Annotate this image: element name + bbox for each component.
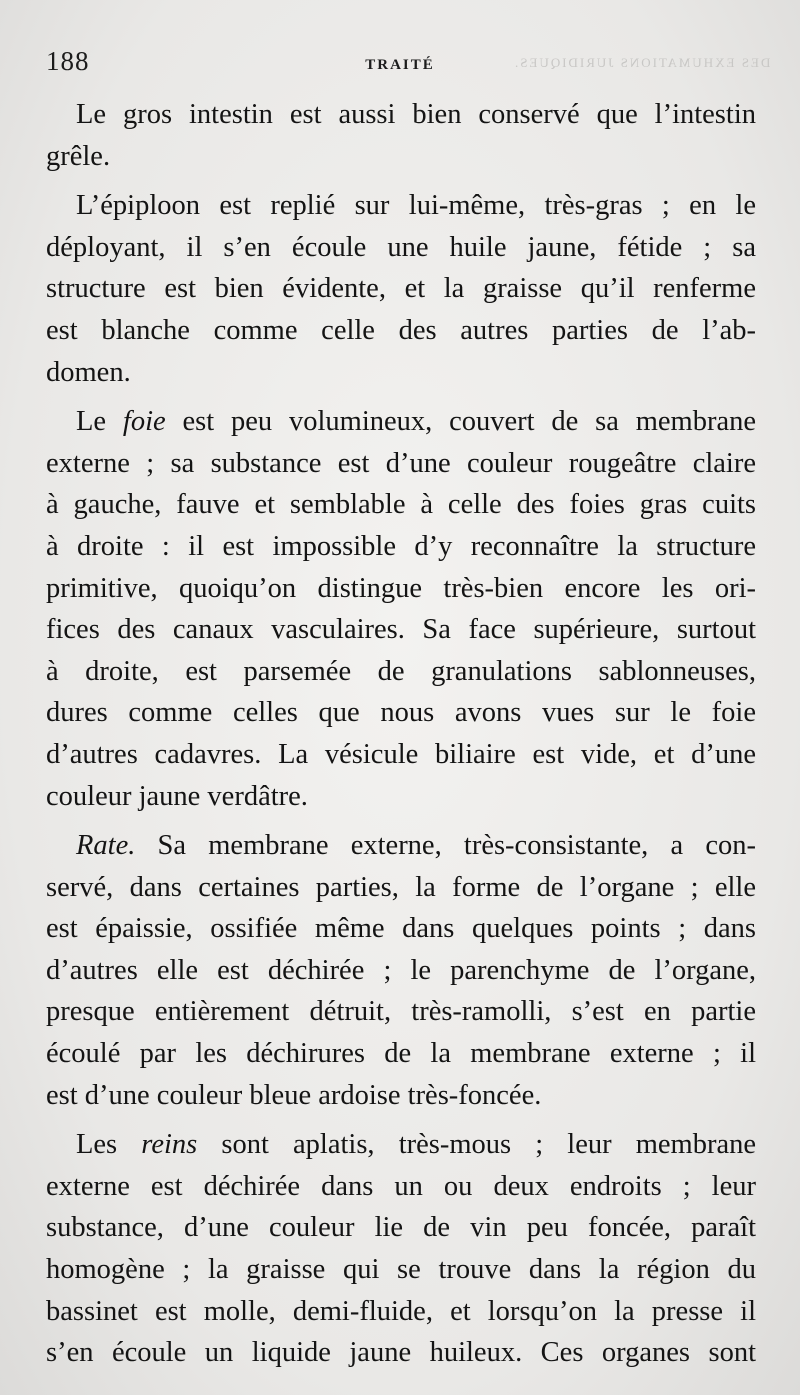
text-line: presque entièrement détruit, très-ramolli, s’est en partie xyxy=(46,996,756,1028)
paragraph xyxy=(46,825,756,1116)
text-line: s’en écoule un liquide jaune huileux. Ces organes sont xyxy=(46,1337,756,1369)
italic-term: reins xyxy=(141,1129,198,1161)
italic-term: Rate. xyxy=(76,830,136,862)
italic-term: foie xyxy=(122,406,166,438)
text-line: est épaissie, ossifiée même dans quelques points ; dans xyxy=(46,913,756,945)
text-line: à droite, est parsemée de granulations sablonneuses, xyxy=(46,655,756,687)
paragraph xyxy=(46,1124,756,1374)
text-line: L’épiploon est replié sur lui-même, très-gras ; en le xyxy=(76,190,756,222)
text-line: fices des canaux vasculaires. Sa face supérieure, surtout xyxy=(46,614,756,646)
text-line: d’autres cadavres. La vésicule biliaire est vide, et d’une xyxy=(46,738,756,770)
text-line: Rate. Sa membrane externe, très-consistante, a con- xyxy=(76,830,756,862)
text-line: substance, d’une couleur lie de vin peu foncée, paraît xyxy=(46,1212,756,1244)
paragraph xyxy=(46,185,756,393)
text-line: servé, dans certaines parties, la forme de l’organe ; elle xyxy=(46,871,756,903)
page-number: 188 xyxy=(46,46,90,76)
text-line: couleur jaune verdâtre. xyxy=(46,780,308,812)
text-line: externe est déchirée dans un ou deux endroits ; leur xyxy=(46,1170,756,1202)
text-line: externe ; sa substance est d’une couleur rougeâtre claire xyxy=(46,447,756,479)
text-line: est d’une couleur bleue ardoise très-foncée. xyxy=(46,1079,542,1111)
text-line: Le foie est peu volumineux, couvert de sa membrane xyxy=(76,406,756,438)
text-line: grêle. xyxy=(46,140,111,172)
text-line: domen. xyxy=(46,356,131,388)
text-line: primitive, quoiqu’on distingue très-bien encore les ori- xyxy=(46,572,756,604)
paragraph xyxy=(46,401,756,817)
text-line: dures comme celles que nous avons vues sur le foie xyxy=(46,697,756,729)
show-through-text: DES EXHUMATIONS JURIDIQUES. xyxy=(512,55,770,70)
text-line: d’autres elle est déchirée ; le parenchyme de l’organe, xyxy=(46,954,756,986)
running-head: TRAITÉ xyxy=(365,57,435,73)
text-line: Le gros intestin est aussi bien conservé que l’intestin xyxy=(76,99,756,130)
page-header xyxy=(46,46,754,82)
text-line: écoulé par les déchirures de la membrane externe ; il xyxy=(46,1038,756,1070)
text-line: bassinet est molle, demi-fluide, et lorsqu’on la presse il xyxy=(46,1295,756,1327)
text-line: est blanche comme celle des autres parties de l’ab- xyxy=(46,314,756,346)
text-line: à gauche, fauve et semblable à celle des foies gras cuits xyxy=(46,489,756,521)
text-line: Les reins sont aplatis, très-mous ; leur membrane xyxy=(76,1129,756,1161)
text-line: à droite : il est impossible d’y reconnaître la structure xyxy=(46,530,756,562)
body-text xyxy=(46,94,756,1374)
paragraph xyxy=(46,94,756,177)
text-line: déployant, il s’en écoule une huile jaune, fétide ; sa xyxy=(46,231,756,263)
text-line: structure est bien évidente, et la graisse qu’il renferme xyxy=(46,273,756,305)
text-line: homogène ; la graisse qui se trouve dans la région du xyxy=(46,1254,756,1286)
